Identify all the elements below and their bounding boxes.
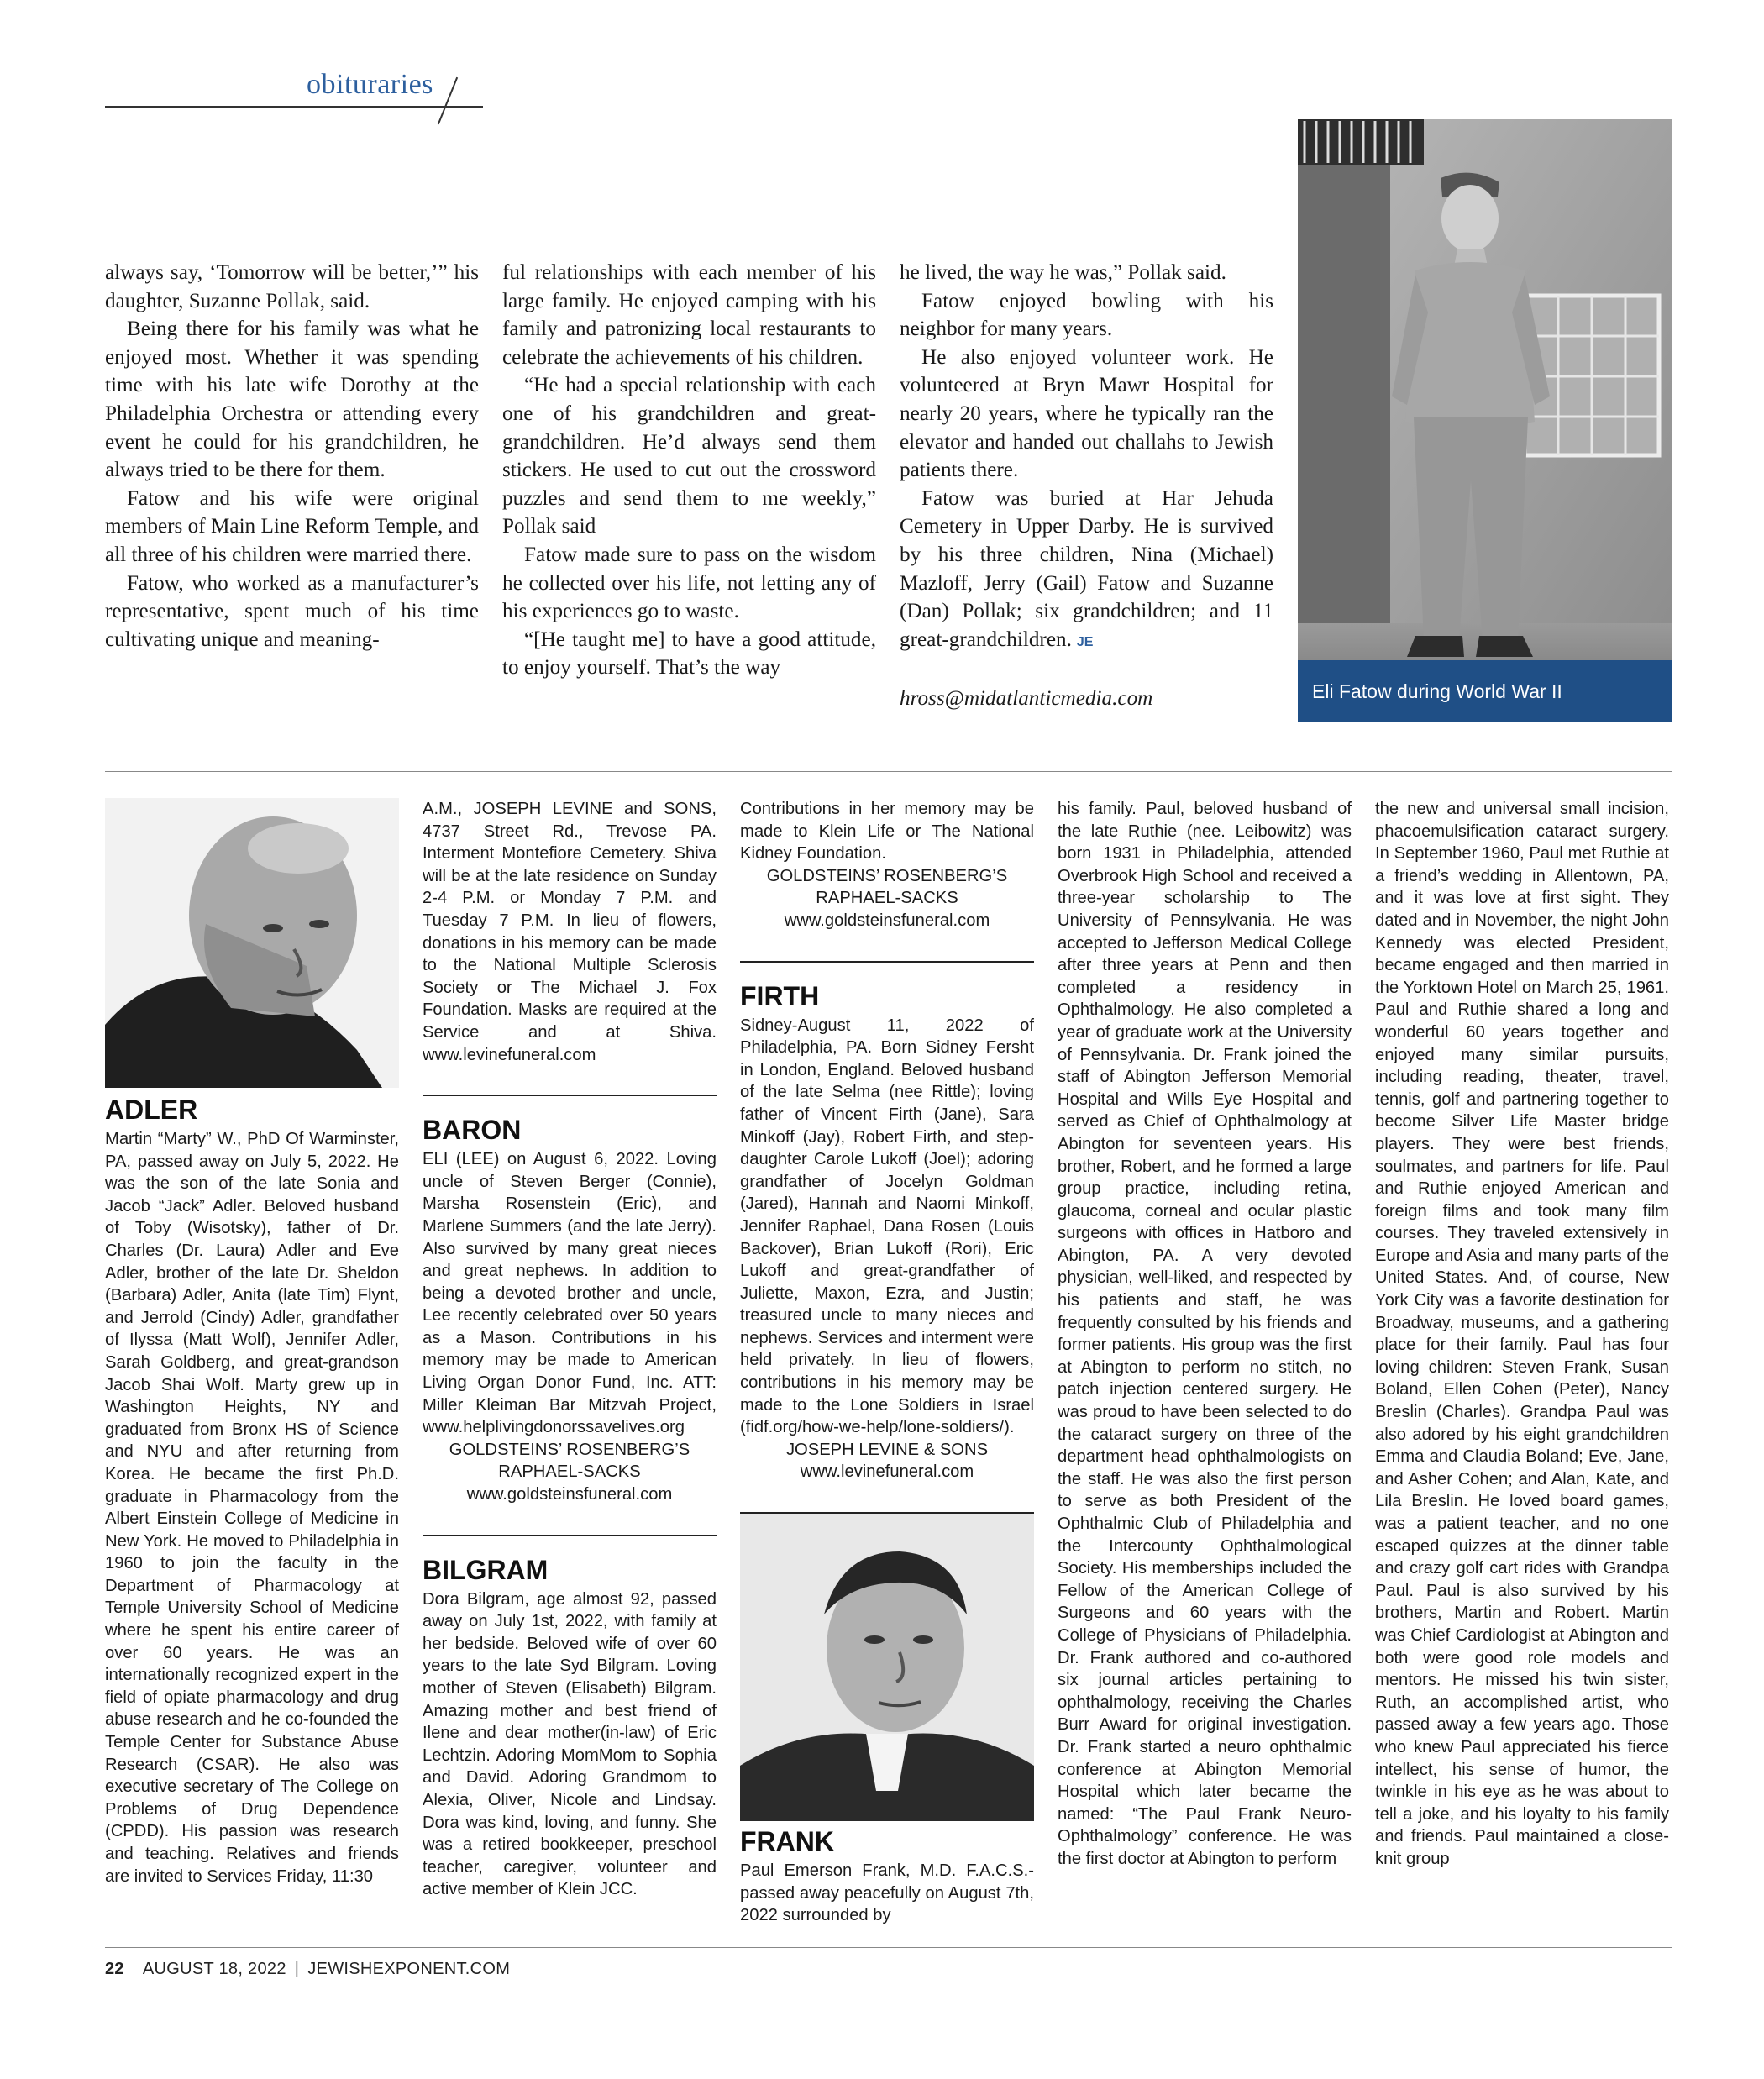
obit-rule [423, 1535, 717, 1536]
story-paragraph-last [900, 485, 1273, 657]
obit-column-4 [1058, 798, 1352, 1871]
frank-portrait-illustration [740, 1514, 1034, 1821]
story-paragraph: He also enjoyed volunteer work. He volunteered at Bryn Mawr Hospital for nearly 20 years, where he typically ran the elevator and handed out challahs to Jewish patients there. [900, 345, 1273, 482]
obit-column-2 [423, 798, 717, 1901]
page-footer [105, 1960, 510, 1979]
story-paragraph: ful relationships with each member of his large family. He enjoyed camping with his family and patronizing local restaurants to celebrate the achievements of his children. [502, 261, 876, 369]
obit-rule [740, 961, 1034, 963]
soldier-photo-illustration [1298, 119, 1672, 722]
funeral-home-firth-1: JOSEPH LEVINE & SONS [785, 1440, 989, 1459]
issue-date: AUGUST 18, 2022 [142, 1960, 286, 1978]
story-paragraph: he lived, the way he was,” Pollak said. [900, 261, 1226, 284]
soldier-photo [1298, 119, 1672, 722]
obit-column-3 [740, 798, 1034, 1927]
page-number: 22 [105, 1960, 124, 1978]
story-paragraph: always say, ‘Tomorrow will be better,’” his daughter, Suzanne Pollak, said. [105, 261, 479, 312]
obit-column-1 [105, 798, 399, 1887]
je-end-mark: JE [1076, 634, 1094, 649]
obit-name-firth: FIRTH [740, 980, 820, 1011]
obit-cont-adler: A.M., JOSEPH LEVINE and SONS, 4737 Street Rd., Trevose PA. Interment Montefiore Cemetery. Shiva will be at the late residence on Sunday 2-4 P.M. or Monday 7 P.M. and Tuesday 7 P.M. In lieu of flowers, donations in his memory can be made to the National Multiple Sclerosis Society or The Michael J. Fox Foundation. Masks are required at the Service and at Shiva. www.levinefuneral.com [423, 800, 717, 1064]
funeral-home-bilgram-2: RAPHAEL-SACKS [816, 889, 958, 908]
obit-body-firth: Sidney-August 11, 2022 of Philadelphia, PA. Born Sidney Fersht in London, England. Beloved husband of the late Selma (nee Rittle); loving father of Vincent Firth (Jane), Sara Minkoff (Jay), Robert Firth, and step-daughter Carole Lukoff (Joel); adoring grandfather of Jocelyn Goldman (Jared), Hannah and Naomi Minkoff, Jennifer Raphael, Dana Rosen (Louis Backover), Brian Lukoff (Rori), Eric Lukoff and great-grandfather of Juliette, Maxon, Ezra, and Justin; treasured uncle to many nieces and nephews. Services and interment were held privately. In lieu of flowers, contributions in his memory may be made to the Lone Soldiers in Israel (fidf.org/how-we-help/lone-soldiers/). [740, 1016, 1034, 1437]
story-paragraph: Being there for his family was what he enjoyed most. Whether it was spending time with his late wife Dorothy at the Philadelphia Orchestra or attending every event he could for his grandchildren, he always tried to be there for them. [105, 318, 479, 482]
obit-body-frank: Paul Emerson Frank, M.D. F.A.C.S.-passed away peacefully on August 7th, 2022 surrounded by [740, 1861, 1034, 1925]
story-paragraph: “[He taught me] to have a good attitude, to enjoy yourself. That’s the way [502, 627, 876, 680]
obit-cont-frank-2: the new and universal small incision, phacoemulsification cataract surgery. In September 1960, Paul met Ruthie at a friend’s wedding in Allentown, PA, and it was love at first sight. They dated and in November, the night John Kennedy was elected President, became engaged and then married in the Yorktown Hotel on March 25, 1961. Paul and Ruthie shared a long and wonderful 60 years together and enjoyed many similar pursuits, including reading, theater, travel, tennis, golf and partnering together to become Silver Life Master bridge players. They were best friends, soulmates, and partners for life. Paul and Ruthie enjoyed American and foreign films and took many film courses. They traveled extensively in Europe and Asia and many parts of the United States. And, of course, New York City was a favorite destination for Broadway, museums, and a gathering place for their family. Paul has four loving children: Steven Frank, Susan Boland, Ellen Cohen (Peter), Nancy Breslin (Charles). Grandpa Paul was also adored by his eight grandchildren Emma and Claudia Boland; Eve, Jane, and Asher Cohen; and Alan, Kate, and Lila Breslin. He loved board games, was a patient teacher, and no one escaped quizzes at the dinner table and crazy golf cart rides with Grandpa Paul. Paul is also survived by his brothers, Martin and Robert. Martin was Chief Cardiologist at Abington and both were good role models and mentors. He missed his twin sister, Ruth, an accomplished artist, who passed away a few years ago. Those who knew Paul appreciated his fierce intellect, his sense of humor, the twinkle in his eye as he was about to tell a joke, and his loyalty to his family and friends. Paul maintained a close-knit group [1375, 800, 1669, 1868]
obit-cont-frank-1: his family. Paul, beloved husband of the late Ruthie (nee. Leibowitz) was born 1931 in Philadelphia, attended Overbrook High School and received a three-year scholarship to The University of Pennsylvania. He was accepted to Jefferson Medical College after three years at Penn and then completed a residency in Ophthalmology. He also completed a year of graduate work at the University of Pennsylvania. Dr. Frank joined the staff of Abington Jefferson Memorial Hospital and Wills Eye Hospital and served as Chief of Ophthalmology at Abington for seventeen years. His brother, Robert, and he formed a large group practice, including retina, glaucoma, corneal and ocular plastic surgeons with offices in Hatboro and Abington, PA. A very devoted physician, well-liked, and respected by his patients and staff, he was frequently consulted by his friends and former patients. His group was the first at Abington to perform no stitch, no patch injection centered surgery. He was proud to have been selected to do the cataract surgery on three of the department head ophthalmologists on the staff. He was also the first person to serve as both President of the Ophthalmic Club of Philadelphia and the Intercounty Ophthalmological Society. His memberships included the Fellow of the American College of Surgeons and 60 years with the College of Physicians of Philadelphia. Dr. Frank authored and co-authored six journal articles pertaining to ophthalmology, receiving the Charles Burr Award for original investigation. Dr. Frank started a neuro ophthalmic conference at Abington Memorial Hospital which later became the named: “The Paul Frank Neuro-Ophthalmology” conference. He was the first doctor at Abington to perform [1058, 800, 1352, 1868]
story-paragraph: Fatow enjoyed bowling with his neighbor for many years. [900, 289, 1273, 341]
section-label: obituraries [307, 69, 433, 100]
funeral-home-baron-2: RAPHAEL-SACKS [498, 1462, 641, 1482]
photo-caption: Eli Fatow during World War II [1312, 680, 1562, 702]
funeral-home-baron-url[interactable]: www.goldsteinsfuneral.com [466, 1485, 673, 1504]
obit-cont-bilgram: Contributions in her memory may be made to Klein Life or The National Kidney Foundation. [740, 800, 1034, 864]
funeral-home-firth-url[interactable]: www.levinefuneral.com [800, 1462, 974, 1482]
obit-body-adler: Martin “Marty” W., PhD Of Warminster, PA, passed away on July 5, 2022. He was the son of the late Sonia and Jacob “Jack” Adler. Beloved husband of Toby (Wisotsky), father of Dr. Charles (Dr. Laura) Adler and Eve Adler, brother of the late Dr. Sheldon (Barbara) Adler, Anita (late Tim) Flynt, and Jerrold (Cindy) Adler, grandfather of Ilyssa (Matt Wolf), Jennifer Adler, Sarah Goldberg, and great-grandson Jacob Shai Wolf. Marty grew up in Washington Heights, NY and graduated from Bronx HS of Science and NYU and after returning from Korea. He became the first Ph.D. graduate in Pharmacology from the Albert Einstein College of Medicine in New York. He moved to Philadelphia in 1960 to join the faculty in the Department of Pharmacology at Temple University School of Medicine where he spent his entire career of over 60 years. He was an internationally recognized expert in the field of opiate pharmacology and drug abuse research and he co-founded the Temple Center for Substance Abuse Research (CSAR). He also was executive secretary of The College on Problems of Drug Dependence (CPDD). His passion was research and teaching. Relatives and friends are invited to Services Friday, 11:30 [105, 1130, 399, 1886]
site-name[interactable]: JEWISHEXPONENT.COM [307, 1960, 511, 1978]
funeral-home-bilgram-1: GOLDSTEINS’ ROSENBERG’S [766, 866, 1008, 885]
byline-email-link[interactable]: hross@midatlanticmedia.com [900, 687, 1153, 711]
obit-body-bilgram: Dora Bilgram, age almost 92, passed away on July 1st, 2022, with family at her bedside. Beloved wife of over 60 years to the late Syd Bilgram. Loving mother of Steven (Elisabeth) Bilgram. Amazing mother and best friend of Ilene and dear mother(in-law) of Eric Lechtzin. Adoring MomMom to Sophia and David. Adoring Grandmom to Alexia, Oliver, Nicole and Lindsay. Dora was kind, loving, and funny. She was a retired bookkeeper, preschool teacher, caregiver, volunteer and active member of Klein JCC. [423, 1589, 717, 1899]
adler-portrait-illustration [105, 798, 399, 1088]
funeral-home-bilgram-url[interactable]: www.goldsteinsfuneral.com [784, 911, 990, 930]
story-column-1 [105, 259, 479, 654]
story-column-2 [502, 259, 876, 682]
funeral-home-baron-1: GOLDSTEINS’ ROSENBERG’S [449, 1440, 690, 1459]
obit-name-frank: FRANK [740, 1826, 834, 1857]
story-paragraph: Fatow and his wife were original members of Main Line Reform Temple, and all three of his children were married there. [105, 486, 479, 566]
obit-name-bilgram: BILGRAM [423, 1554, 549, 1585]
byline-paragraph [900, 685, 1273, 713]
story-paragraph: “He had a special relationship with each one of his grandchildren and great-grandchildren. He’d always send them stickers. He used to cut out the crossword puzzles and send them to me weekly,” Pollak said [502, 374, 876, 538]
story-last-text: Fatow was buried at Har Jehuda Cemetery in Upper Darby. He is survived by his three children, Nina (Michael) Mazloff, Jerry (Gail) Fatow and Suzanne (Dan) Pollak; six grandchildren; and 11 great-grandchildren. [900, 486, 1273, 651]
footer-rule [105, 1947, 1672, 1948]
frank-portrait [740, 1514, 1034, 1821]
section-divider [105, 771, 1672, 772]
header-slash [438, 77, 458, 124]
obit-column-5 [1375, 798, 1669, 1871]
story-paragraph: Fatow, who worked as a manufacturer’s representative, spent much of his time cultivating unique and meaning- [105, 571, 479, 651]
header-rule [105, 106, 483, 108]
story-column-3 [900, 259, 1273, 713]
story-paragraph: Fatow made sure to pass on the wisdom he collected over his life, not letting any of his experiences go to waste. [502, 543, 876, 623]
obit-rule [423, 1095, 717, 1096]
obit-name-adler: ADLER [105, 1095, 198, 1125]
obit-body-baron: ELI (LEE) on August 6, 2022. Loving uncle of Steven Berger (Connie), Marsha Rosenstein (Eric), and Marlene Summers (and the late Jerry). Also survived by many great nieces and great nephews. In addition to being a devoted brother and uncle, Lee recently celebrated over 50 years as a Mason. Contributions in his memory may be made to American Living Organ Donor Fund, Inc. ATT: Miller Kleiman Bar Mitzvah Project, www.helplivingdonorssavelives.org [423, 1150, 717, 1437]
footer-separator: | [294, 1960, 300, 1978]
obit-name-baron: BARON [423, 1115, 522, 1146]
adler-portrait [105, 798, 399, 1088]
